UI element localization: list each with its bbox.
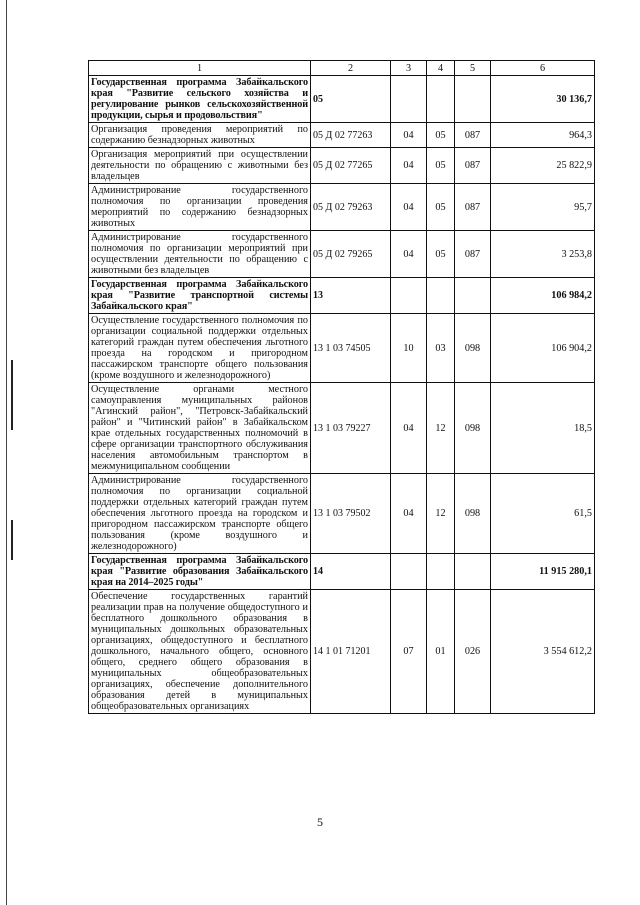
- row-code-cell: 05: [311, 76, 391, 123]
- row-kvr-cell: [455, 76, 491, 123]
- row-section-cell: 04: [391, 474, 427, 554]
- row-amount-cell: 3 253,8: [491, 231, 595, 278]
- row-name-cell: Администрирование государственного полномочия по организации проведения мероприятий по содержанию безнадзорных животных: [89, 184, 311, 231]
- row-section-cell: 04: [391, 148, 427, 184]
- row-kvr-cell: [455, 278, 491, 314]
- row-code-cell: 13 1 03 74505: [311, 314, 391, 383]
- row-amount-cell: 25 822,9: [491, 148, 595, 184]
- table-row: [89, 184, 595, 231]
- row-name-cell: Организация проведения мероприятий по содержанию безнадзорных животных: [89, 123, 311, 148]
- row-section-cell: 04: [391, 231, 427, 278]
- row-kvr-cell: 087: [455, 123, 491, 148]
- row-section-cell: 04: [391, 383, 427, 474]
- table-row: [89, 474, 595, 554]
- table-row: [89, 148, 595, 184]
- row-subsection-cell: 01: [427, 590, 455, 714]
- row-section-cell: 07: [391, 590, 427, 714]
- row-code-cell: 14 1 01 71201: [311, 590, 391, 714]
- row-name-cell: Организация мероприятий при осуществлении деятельности по обращению с животными без владельцев: [89, 148, 311, 184]
- budget-table-body: [89, 61, 595, 714]
- row-amount-cell: 18,5: [491, 383, 595, 474]
- row-code-cell: 13 1 03 79502: [311, 474, 391, 554]
- page-number: 5: [317, 815, 323, 829]
- row-name-cell: Государственная программа Забайкальского края "Развитие транспортной системы Забайкальского края": [89, 278, 311, 314]
- row-name-cell: Осуществление органами местного самоуправления муниципальных районов "Агинский район", "Петровск-Забайкальский район" и "Читинский район" в Забайкальском крае отдельных государственных полномочий в сфере организации транспортного обслуживания населения автомобильным транспортом в межмуниципальном сообщении: [89, 383, 311, 474]
- row-subsection-cell: [427, 278, 455, 314]
- row-name-cell: Государственная программа Забайкальского края "Развитие сельского хозяйства и регулирование рынков сельскохозяйственной продукции, сырья и продовольствия": [89, 76, 311, 123]
- row-code-cell: 05 Д 02 77263: [311, 123, 391, 148]
- row-subsection-cell: 05: [427, 148, 455, 184]
- row-kvr-cell: 087: [455, 231, 491, 278]
- header-cell: 4: [427, 61, 455, 76]
- row-name-cell: Администрирование государственного полномочия по организации социальной поддержки отдельных категорий граждан путем обеспечения льготного проезда на городском и пригородном пассажирском транспорте общего пользования (кроме воздушного и железнодорожного): [89, 474, 311, 554]
- row-kvr-cell: 087: [455, 184, 491, 231]
- row-section-cell: 04: [391, 184, 427, 231]
- row-name-cell: Государственная программа Забайкальского края "Развитие образования Забайкальского края на 2014–2025 годы": [89, 554, 311, 590]
- row-name-cell: Администрирование государственного полномочия по организации мероприятий при осуществлении деятельности по обращению с животными без владельцев: [89, 231, 311, 278]
- row-subsection-cell: 12: [427, 474, 455, 554]
- scan-mark: [11, 360, 13, 430]
- row-section-cell: [391, 278, 427, 314]
- row-code-cell: 05 Д 02 79263: [311, 184, 391, 231]
- row-code-cell: 05 Д 02 79265: [311, 231, 391, 278]
- table-row: [89, 590, 595, 714]
- row-code-cell: 13 1 03 79227: [311, 383, 391, 474]
- row-subsection-cell: 05: [427, 231, 455, 278]
- table-header-row: [89, 61, 595, 76]
- header-cell: 3: [391, 61, 427, 76]
- table-row: [89, 314, 595, 383]
- row-subsection-cell: [427, 76, 455, 123]
- row-section-cell: [391, 554, 427, 590]
- row-amount-cell: 11 915 280,1: [491, 554, 595, 590]
- row-subsection-cell: 05: [427, 184, 455, 231]
- row-amount-cell: 95,7: [491, 184, 595, 231]
- row-kvr-cell: 026: [455, 590, 491, 714]
- row-section-cell: 10: [391, 314, 427, 383]
- row-name-cell: Обеспечение государственных гарантий реализации прав на получение общедоступного и бесплатного дошкольного образования в муниципальных дошкольных образовательных организациях, общедоступного и бесплатного дошкольного, начального общего, основного общего, среднего общего образования в муниципальных общеобразовательных организациях, обеспечение дополнительного образования детей в муниципальных общеобразовательных организациях: [89, 590, 311, 714]
- program-row: [89, 278, 595, 314]
- row-section-cell: 04: [391, 123, 427, 148]
- header-cell: 6: [491, 61, 595, 76]
- row-amount-cell: 964,3: [491, 123, 595, 148]
- row-amount-cell: 61,5: [491, 474, 595, 554]
- program-row: [89, 554, 595, 590]
- row-kvr-cell: 098: [455, 474, 491, 554]
- header-cell: 1: [89, 61, 311, 76]
- table-row: [89, 383, 595, 474]
- row-kvr-cell: 087: [455, 148, 491, 184]
- row-subsection-cell: 12: [427, 383, 455, 474]
- row-subsection-cell: [427, 554, 455, 590]
- row-amount-cell: 3 554 612,2: [491, 590, 595, 714]
- row-name-cell: Осуществление государственного полномочия по организации социальной поддержки отдельных категорий граждан путем обеспечения льготного проезда на городском и пригородном пассажирском транспорте общего пользования (кроме воздушного и железнодорожного): [89, 314, 311, 383]
- row-section-cell: [391, 76, 427, 123]
- row-code-cell: 14: [311, 554, 391, 590]
- program-row: [89, 76, 595, 123]
- row-amount-cell: 106 904,2: [491, 314, 595, 383]
- row-amount-cell: 30 136,7: [491, 76, 595, 123]
- row-code-cell: 05 Д 02 77265: [311, 148, 391, 184]
- header-cell: 5: [455, 61, 491, 76]
- scan-edge-line: [6, 0, 7, 905]
- row-code-cell: 13: [311, 278, 391, 314]
- row-subsection-cell: 03: [427, 314, 455, 383]
- row-amount-cell: 106 984,2: [491, 278, 595, 314]
- row-kvr-cell: 098: [455, 383, 491, 474]
- scan-mark: [11, 520, 13, 560]
- header-cell: 2: [311, 61, 391, 76]
- row-kvr-cell: 098: [455, 314, 491, 383]
- row-kvr-cell: [455, 554, 491, 590]
- table-row: [89, 123, 595, 148]
- budget-table: [88, 60, 595, 714]
- table-row: [89, 231, 595, 278]
- row-subsection-cell: 05: [427, 123, 455, 148]
